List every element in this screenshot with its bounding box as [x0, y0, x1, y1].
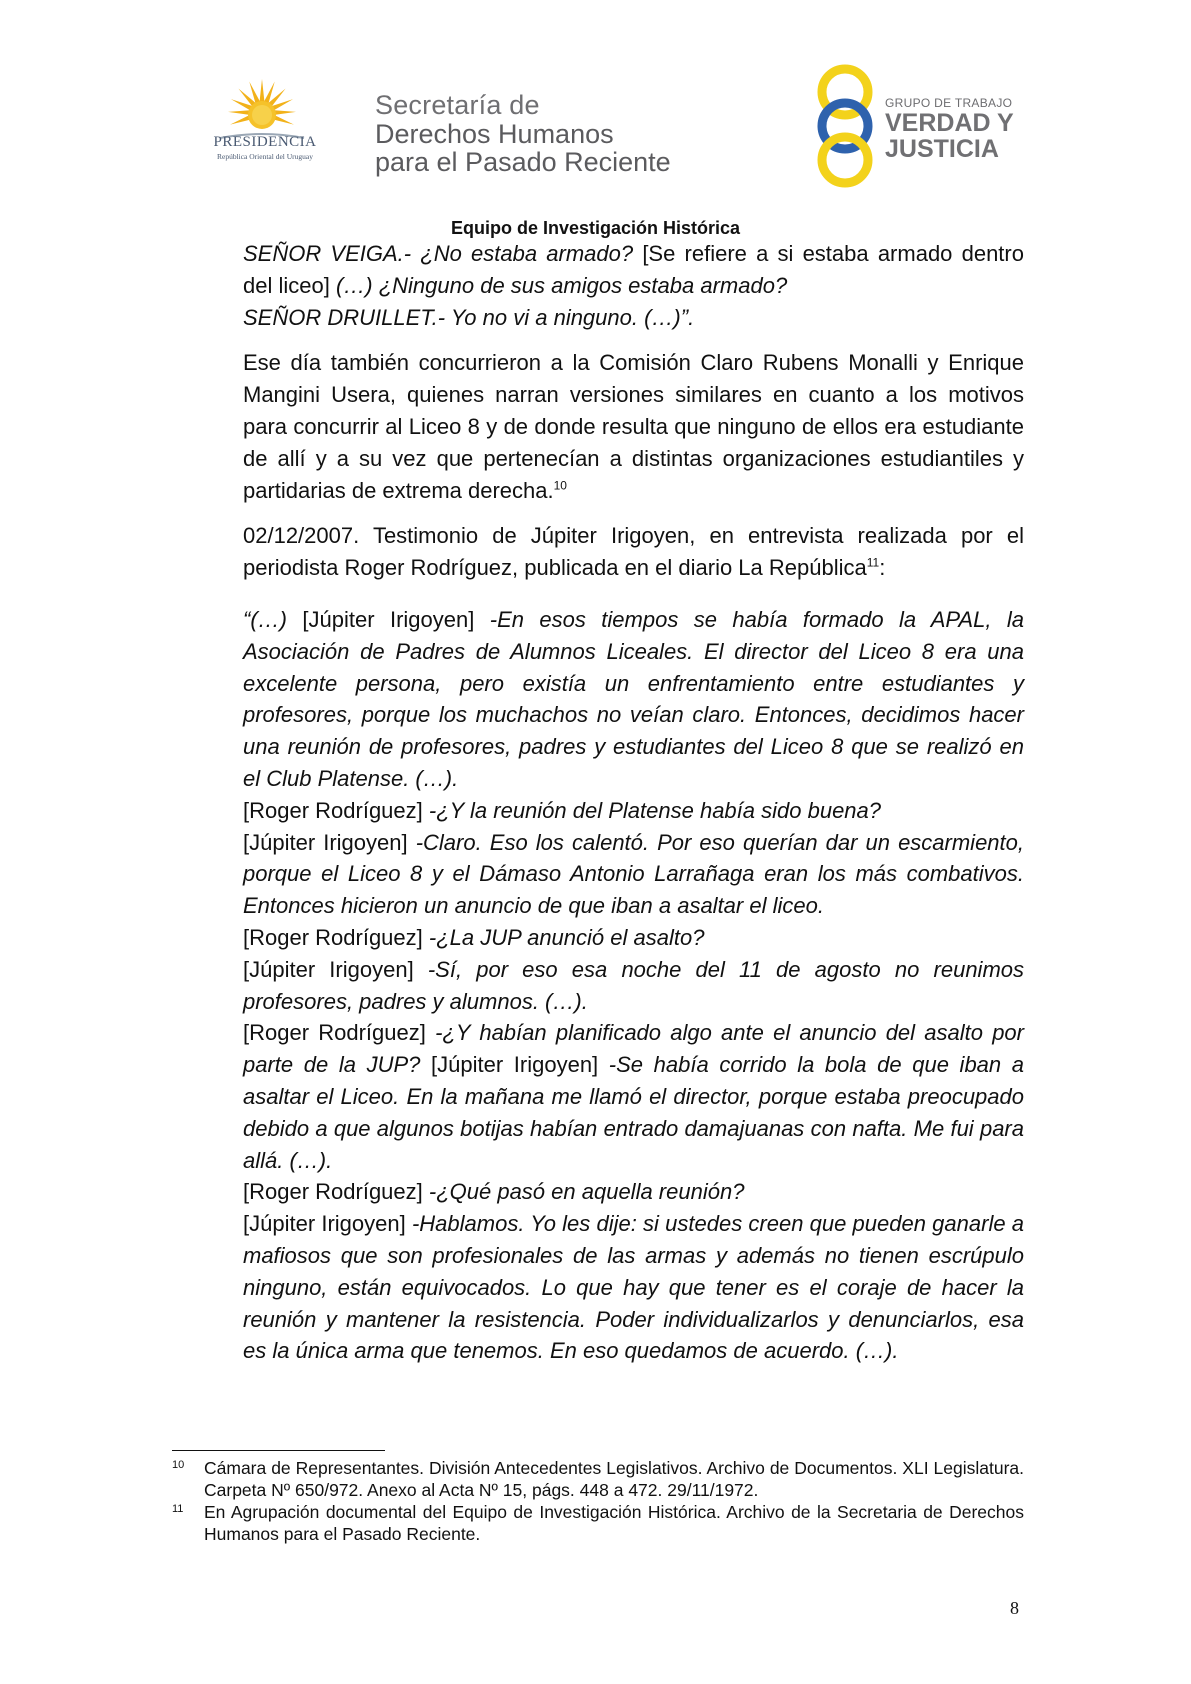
speaker-label: [Roger Rodríguez]: [243, 1179, 429, 1205]
interview-q2: [243, 795, 1024, 827]
paragraph-text: Ese día también concurrieron a la Comisión Claro Rubens Monalli y Enrique Mangini Usera, quienes narran versiones similares en cuanto a los motivos para concurrir al Liceo 8 y de donde resulta que ninguno de ellos era estudiante de allí y a su vez que pertenecían a distintas organizaciones estudiantiles y partidarias de extrema derecha.: [243, 350, 1024, 503]
quote-note: [Se refiere a si estaba armado dentro del liceo]: [243, 241, 1024, 298]
interview-q6: [243, 1017, 1024, 1176]
footnote-ref[interactable]: 10: [553, 478, 567, 493]
presidencia-name: PRESIDENCIA: [213, 134, 317, 150]
quote-italic: SEÑOR DRUILLET.- Yo no vi a ninguno. (…)”.: [243, 304, 695, 330]
quote-italic: -Sí, por eso esa noche del 11 de agosto no reunimos profesores, padres y alumnos. (…).: [243, 956, 1024, 1014]
speaker-label: [Júpiter Irigoyen]: [243, 956, 428, 982]
interview-q8: [243, 1208, 1024, 1367]
paragraph-veiga: [243, 238, 1024, 333]
secretaria-line3: para el Pasado Reciente: [375, 147, 671, 177]
secretaria-logo-text: [375, 90, 705, 176]
speaker-label: [Júpiter Irigoyen]: [243, 1211, 412, 1237]
footnote-separator: [172, 1450, 385, 1451]
paragraph-text: :: [879, 555, 886, 581]
speaker-label: [Roger Rodríguez]: [243, 924, 429, 950]
quote-italic: -Hablamos. Yo les dije: si ustedes creen que pueden ganarle a mafiosos que son profesionales de las armas y además no tienen escrúpulo ninguno, están equivocados. Lo que hay que tener es el coraje de hacer la reunión y mantener la resistencia. Poder individualizarlos y denunciarlos, esa es la única arma que tenemos. En eso quedamos de acuerdo. (…).: [243, 1211, 1025, 1364]
footnote-ref[interactable]: 11: [866, 555, 880, 570]
footnote-text: En Agrupación documental del Equipo de Investigación Histórica. Archivo de la Secretaria de Derechos Humanos para el Pasado Reciente.: [204, 1502, 1024, 1544]
secretaria-line1: Secretaría de: [375, 90, 540, 120]
quote-italic: -¿Qué pasó en aquella reunión?: [428, 1179, 745, 1205]
quote-italic: -Se había corrido la bola de que iban a asaltar el Liceo. En la mañana me llamó el director, porque estaba preocupado debido a que algunos botijas habían entrado damajuanas con nafta. Me fui para allá. (…).: [243, 1052, 1025, 1173]
speaker-label: [Júpiter Irigoyen]: [243, 829, 416, 855]
interview-q4: [243, 922, 1024, 954]
sun-icon: [190, 78, 360, 188]
quote-italic: -¿Y la reunión del Platense había sido buena?: [428, 797, 882, 823]
team-title: Equipo de Investigación Histórica: [450, 218, 741, 238]
speaker-label: [Roger Rodríguez]: [243, 1020, 436, 1046]
page-number: 8: [1010, 1598, 1019, 1618]
paragraph-text: 02/12/2007. Testimonio de Júpiter Irigoyen, en entrevista realizada por el periodista Roger Rodríguez, publicada en el diario La República: [243, 523, 1024, 581]
quote-italic: SEÑOR VEIGA.- ¿No estaba armado?: [243, 241, 634, 266]
footnotes: [172, 1457, 1024, 1545]
interview-q3: [243, 827, 1024, 922]
interview-q7: [243, 1176, 1024, 1208]
paragraph-comision: [243, 347, 1024, 506]
speaker-label: [Júpiter Irigoyen]: [286, 606, 490, 632]
footnote-text: Cámara de Representantes. División Antecedentes Legislativos. Archivo de Documentos. XLI Legislatura. Carpeta Nº 650/972. Anexo al Acta Nº 15, págs. 448 a 472. 29/11/1972.: [204, 1458, 1024, 1500]
quote-italic: -Claro. Eso los calentó. Por eso querían dar un escarmiento, porque el Liceo 8 y el Dámaso Antonio Larrañaga eran los más combativos. Entonces hicieron un anuncio de que iban a asaltar el liceo.: [243, 829, 1025, 919]
secretaria-line2: Derechos Humanos: [375, 119, 614, 149]
interview-q5: [243, 954, 1024, 1018]
presidencia-logo: [190, 78, 360, 188]
footnote-10: [172, 1457, 1024, 1501]
gtvj-line3: JUSTICIA: [885, 135, 999, 163]
speaker-label: [Júpiter Irigoyen]: [420, 1052, 609, 1078]
document-body: [243, 238, 1024, 1367]
interlocked-rings-icon: [810, 62, 880, 192]
speaker-label: [Roger Rodríguez]: [243, 797, 429, 823]
quote-italic: “(…): [243, 606, 287, 632]
gtvj-line1: GRUPO DE TRABAJO: [885, 96, 1013, 110]
quote-italic: -¿La JUP anunció el asalto?: [428, 924, 705, 950]
presidencia-subname: República Oriental del Uruguay: [216, 152, 313, 161]
quote-italic: (…) ¿Ninguno de sus amigos estaba armado?: [335, 272, 788, 298]
interview-q1: [243, 604, 1024, 795]
gtvj-line2: VERDAD Y: [885, 109, 1014, 137]
footnote-number: 11: [172, 1503, 184, 1515]
footnote-number: 10: [172, 1459, 185, 1471]
paragraph-testimonio: [243, 520, 1024, 584]
quote-italic: -En esos tiempos se había formado la APAL, la Asociación de Padres de Alumnos Liceales. El director del Liceo 8 era una excelente persona, pero existía un enfrentamiento entre estudiantes y profesores, porque los muchachos no veían claro. Entonces, decidimos hacer una reunión de profesores, padres y estudiantes del Liceo 8 que se realizó en el Club Platense. (…).: [243, 606, 1024, 791]
footnote-11: [172, 1501, 1024, 1545]
verdad-justicia-logo: [810, 62, 1040, 192]
quote-italic: -¿Y habían planificado algo ante el anuncio del asalto por parte de la JUP?: [243, 1020, 1024, 1078]
